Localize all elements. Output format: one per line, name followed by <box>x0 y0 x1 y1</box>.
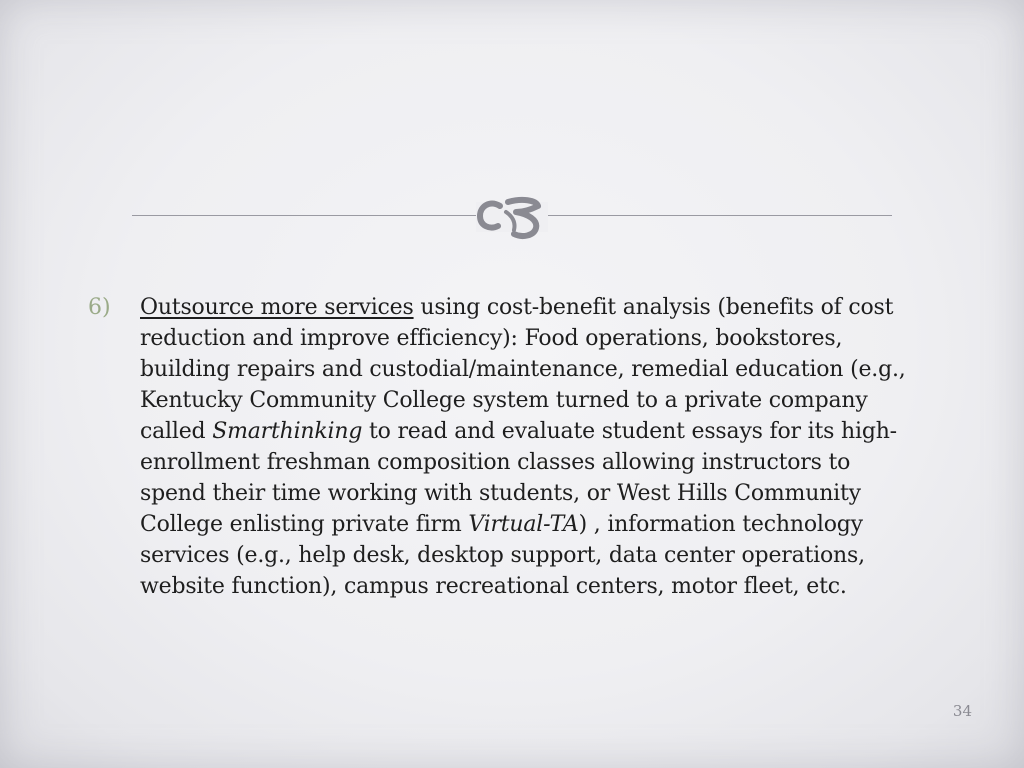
slide-page-number: 34 <box>952 702 972 720</box>
list-item-text-part3: ) , information technology services (e.g., help desk, desktop support, data center operations, website function), campus recreational centers, motor fleet, etc. <box>140 512 865 599</box>
list-item-number: 6) <box>88 295 111 320</box>
list-item-text <box>140 292 918 602</box>
list-item-lead-text: Outsource more services <box>140 295 414 320</box>
slide-body <box>88 292 918 602</box>
curly-ligature-ornament-icon <box>470 182 554 246</box>
numbered-list-item <box>88 292 918 602</box>
list-item-emphasis-virtual-ta: Virtual-TA <box>468 512 579 537</box>
list-item-emphasis-smarthinking: Smarthinking <box>212 419 363 444</box>
list-item-text-part1: using cost-benefit analysis (benefits of cost reduction and improve efficiency): Food operations, bookstores, building repairs and custodial/maintenance, remedial education (e.g., Kentucky Community College system turned to a private company called <box>140 295 906 444</box>
list-item-text-part2: to read and evaluate student essays for its high-enrollment freshman composition classes allowing instructors to spend their time working with students, or West Hills Community College enlisting private firm <box>140 419 897 537</box>
